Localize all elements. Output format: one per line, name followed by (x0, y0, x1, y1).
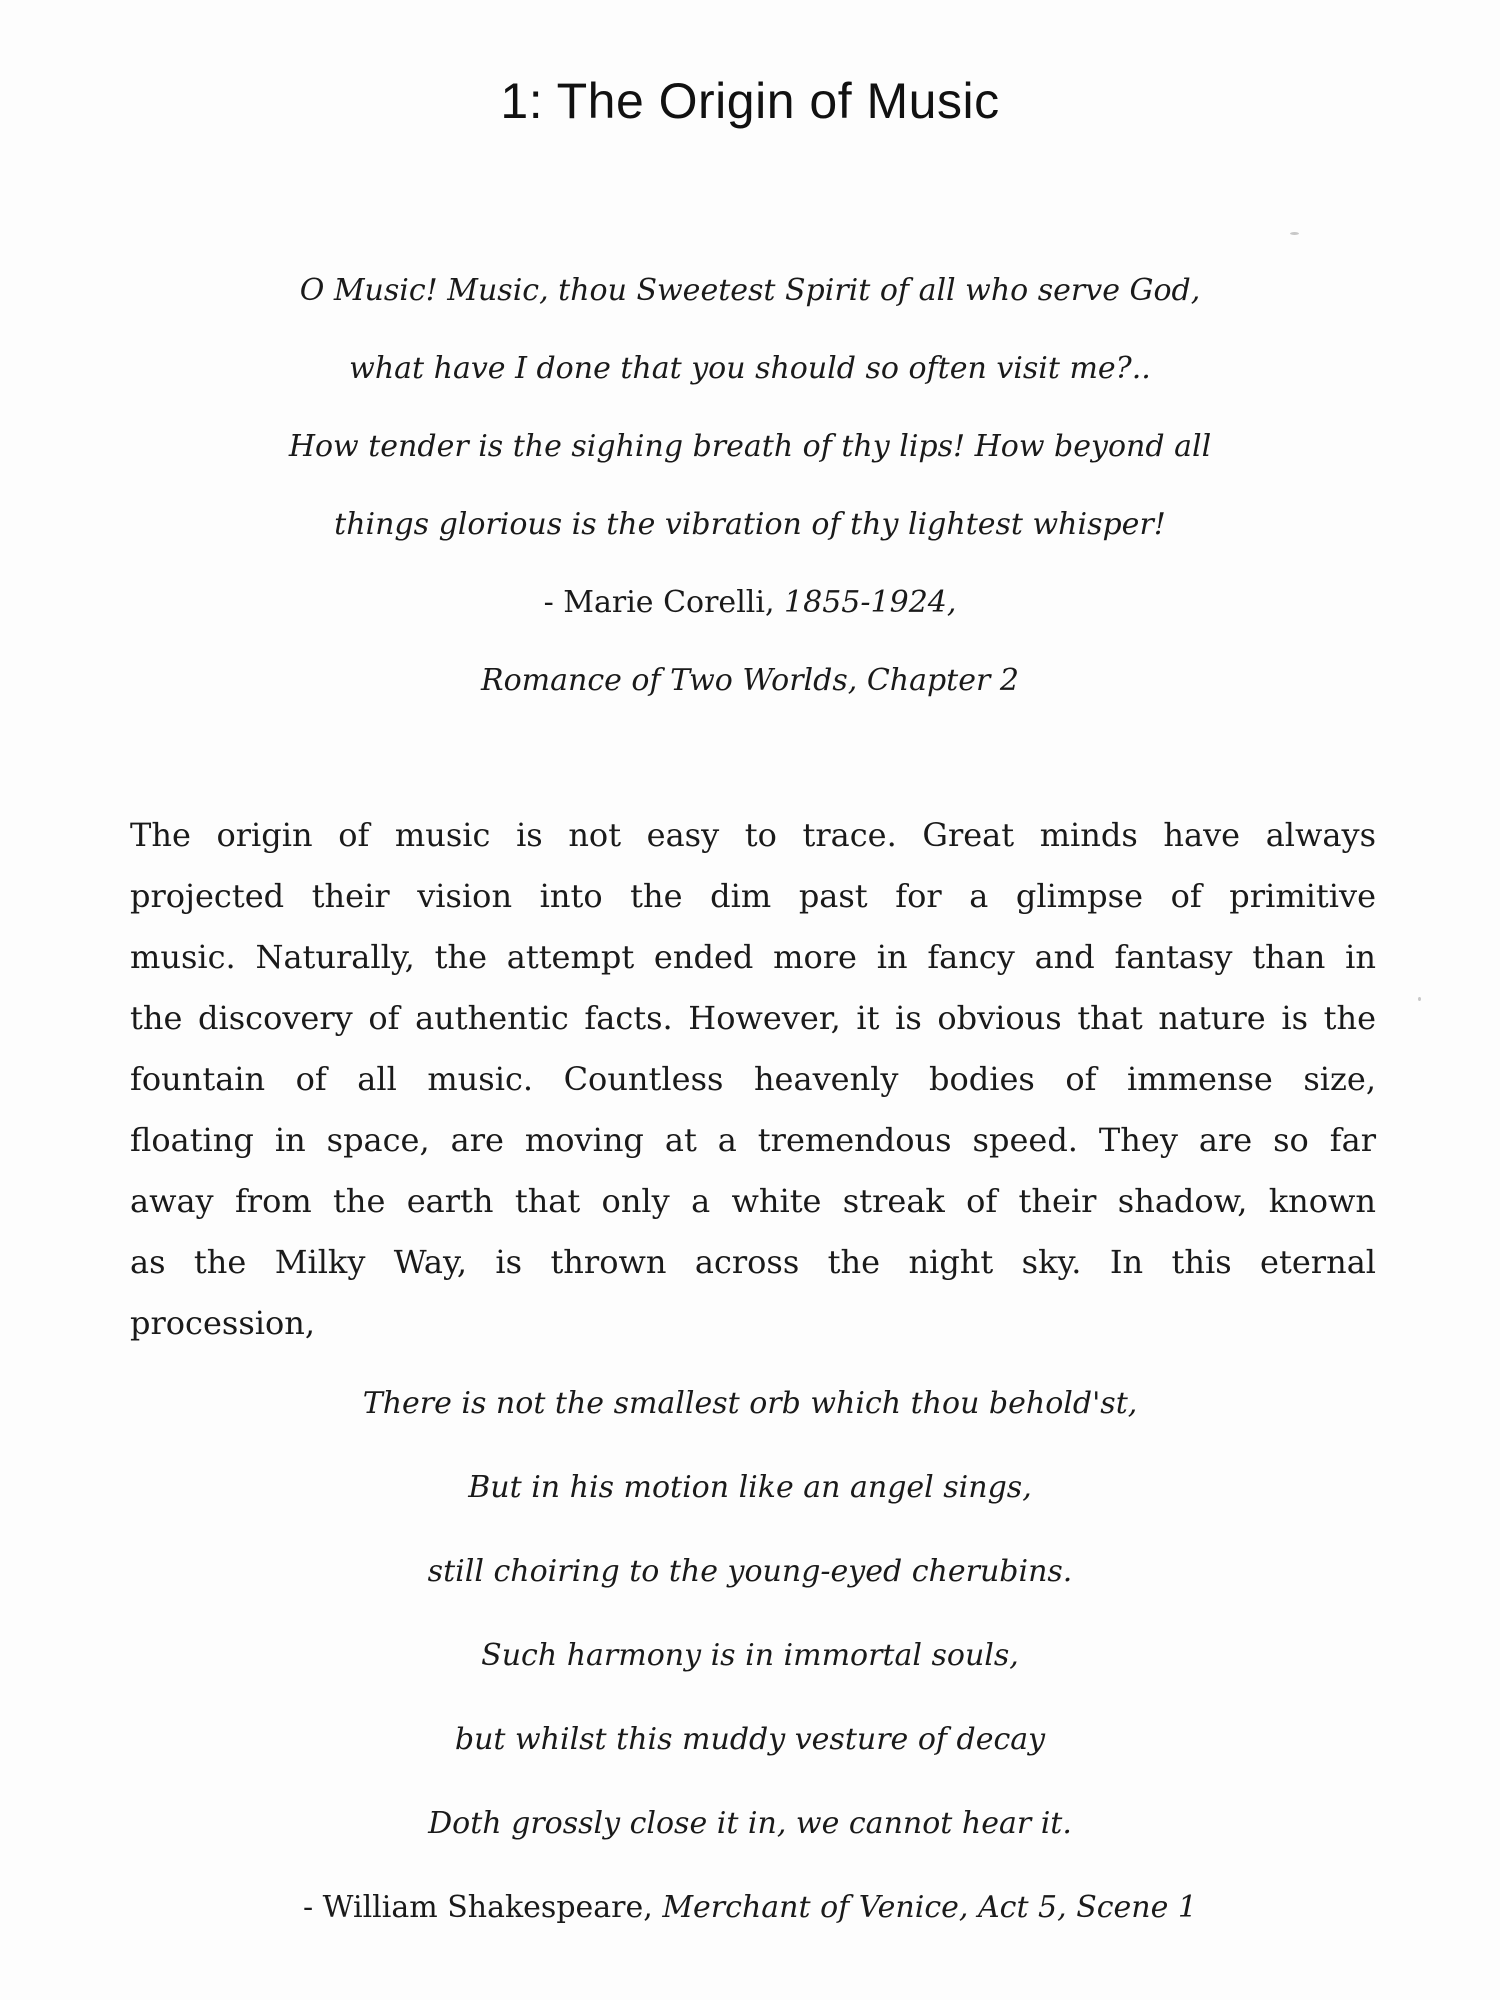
epigraph-author-dates: 1855-1924, (784, 585, 957, 620)
scan-speck (1290, 232, 1299, 235)
body-line: The origin of music is not easy to trace. Great minds have always (130, 816, 1376, 854)
body-line: procession, (130, 1304, 316, 1342)
body-line: as the Milky Way, is thrown across the night sky. In this eternal (130, 1243, 1376, 1281)
body-line: away from the earth that only a white streak of their shadow, known (130, 1182, 1376, 1220)
scan-speck (1418, 997, 1421, 1001)
chapter-title: 1: The Origin of Music (500, 73, 1000, 129)
verse-line: still choiring to the young-eyed cherubins. (427, 1554, 1073, 1589)
body-line: music. Naturally, the attempt ended more in fancy and fantasy than in (130, 938, 1376, 976)
epigraph-source: Romance of Two Worlds, Chapter 2 (481, 663, 1019, 698)
verse-attribution (0, 1866, 1500, 1950)
epigraph-attribution (0, 564, 1500, 642)
body-line: fountain of all music. Countless heavenly bodies of immense size, (130, 1060, 1376, 1098)
verse-quote (0, 1362, 1500, 1950)
verse-line: Doth grossly close it in, we cannot hear it. (428, 1806, 1072, 1841)
body-line: floating in space, are moving at a tremendous speed. They are so far (130, 1121, 1376, 1159)
epigraph-line: what have I done that you should so often visit me?.. (349, 351, 1151, 386)
verse-line: but whilst this muddy vesture of decay (454, 1722, 1046, 1757)
epigraph-line: How tender is the sighing breath of thy lips! How beyond all (288, 429, 1212, 464)
epigraph-author: - Marie Corelli, (543, 585, 785, 620)
body-paragraph (130, 805, 1376, 1354)
body-line: projected their vision into the dim past for a glimpse of primitive (130, 877, 1376, 915)
verse-line: Such harmony is in immortal souls, (481, 1638, 1019, 1673)
verse-source: Merchant of Venice, Act 5, Scene 1 (662, 1890, 1197, 1925)
epigraph-quote (0, 252, 1500, 720)
body-line: the discovery of authentic facts. However, it is obvious that nature is the (130, 999, 1376, 1037)
verse-line: But in his motion like an angel sings, (468, 1470, 1032, 1505)
epigraph-line: things glorious is the vibration of thy lightest whisper! (334, 507, 1166, 542)
verse-author: - William Shakespeare, (303, 1890, 663, 1925)
verse-line: There is not the smallest orb which thou behold'st, (362, 1386, 1138, 1421)
epigraph-line: O Music! Music, thou Sweetest Spirit of all who serve God, (299, 273, 1201, 308)
